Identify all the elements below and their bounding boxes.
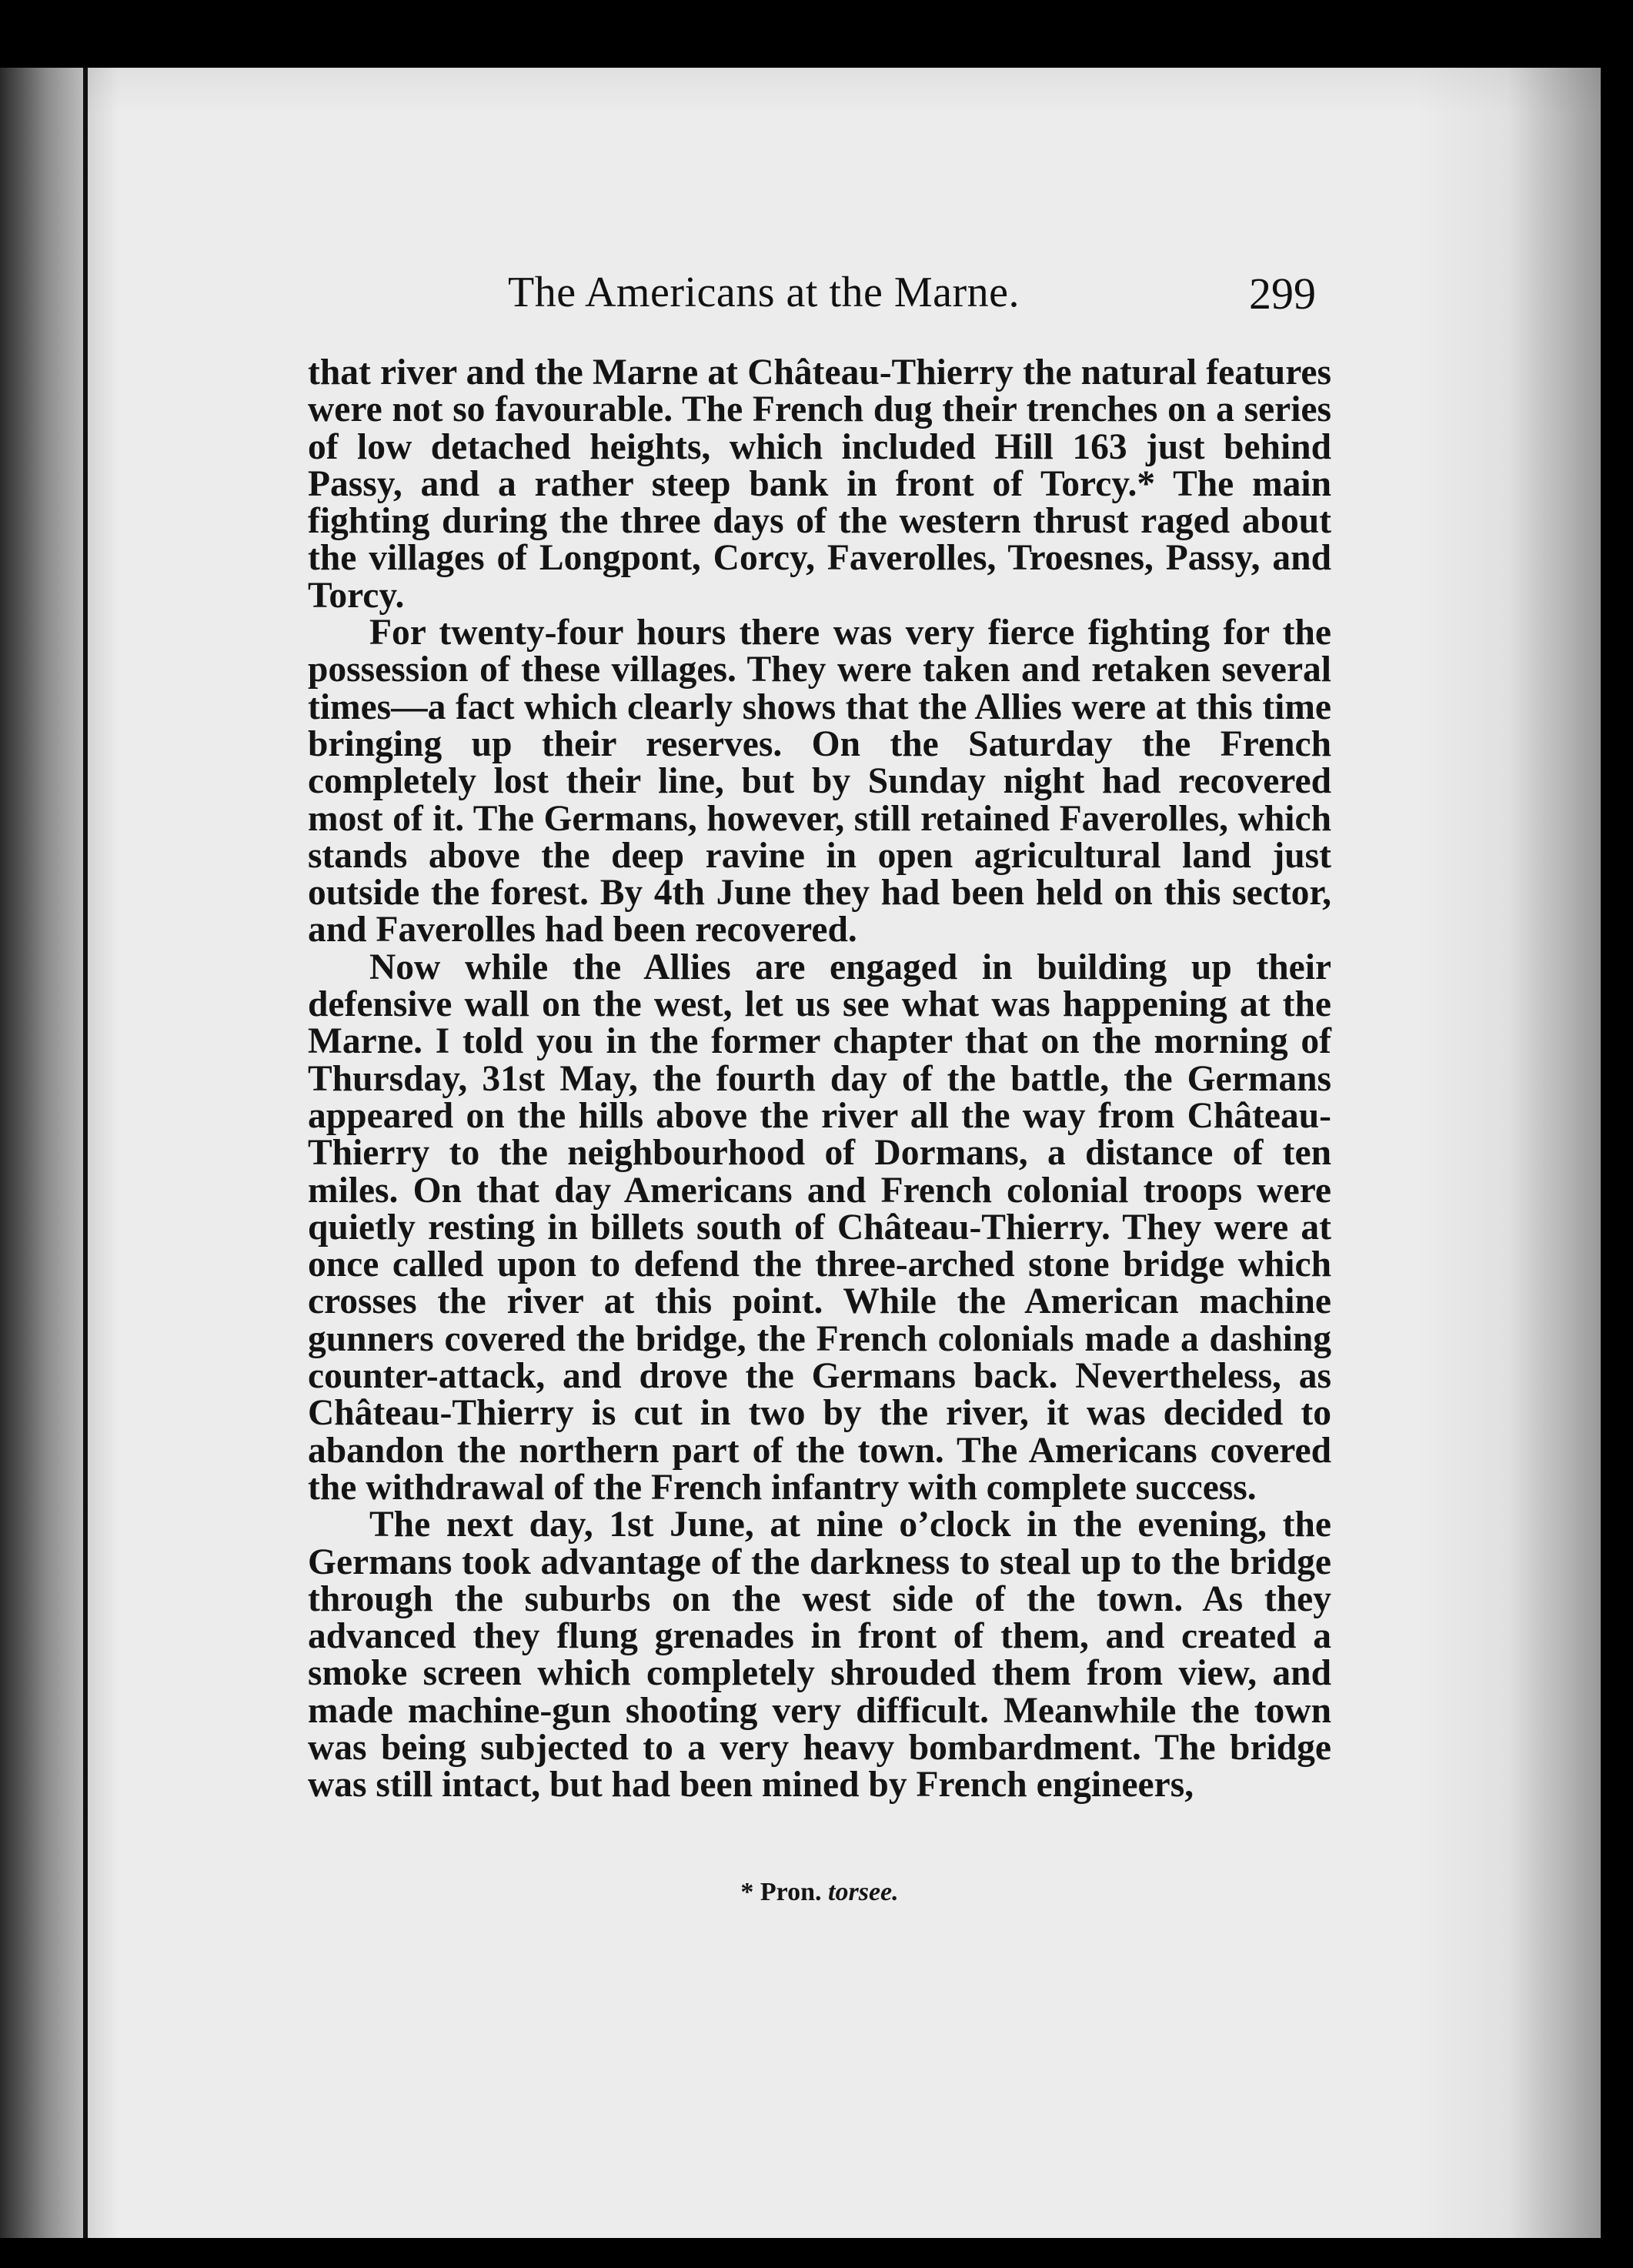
running-head: The Americans at the Marne.: [508, 269, 1020, 316]
paragraph-1: that river and the Marne at Château-Thierry the natural features were not so favourable. The French dug their trenches on a series of low detached heights, which included Hill 163 just behind Passy, and a rather steep bank in front of Torcy.* The main fighting during the three days of the western thrust raged about the villages of Longpont, Corcy, Faverolles, Troesnes, Passy, and Torcy.: [308, 352, 1331, 616]
paragraph-2: For twenty-four hours there was very fierce fighting for the possession of these villages. They were taken and retaken several times—a fact which clearly shows that the Allies were at this time bringing up their reserves. On the Saturday the French completely lost their line, but by Sunday night had recovered most of it. The Germans, however, still retained Faverolles, which stands above the deep ravine in open agricultural land just outside the forest. By 4th June they had been held on this sector, and Faverolles had been recovered.: [308, 613, 1331, 950]
paragraph-3: Now while the Allies are engaged in building up their defensive wall on the west, let us see what was happening at the Marne. I told you in the former chapter that on the morning of Thursday, 31st May, the fourth day of the battle, the Germans appeared on the hills above the river all the way from Château-Thierry to the neighbourhood of Dormans, a distance of ten miles. On that day Americans and French colonial troops were quietly resting in billets south of Château-Thierry. They were at once called upon to defend the three-arched stone bridge which crosses the river at this point. While the American machine gunners covered the bridge, the French colonials made a dashing counter-attack, and drove the Germans back. Nevertheless, as Château-Thierry is cut in two by the river, it was decided to abandon the northern part of the town. The Americans covered the withdrawal of the French infantry with complete success.: [308, 947, 1331, 1508]
page-header: [308, 268, 1331, 337]
footnote-marker: * Pron.: [740, 1878, 822, 1906]
footnote: [308, 1878, 1331, 1907]
facing-page-edge: [0, 68, 83, 2238]
page-number: 299: [1249, 269, 1316, 319]
paragraph-4: The next day, 1st June, at nine o’clock in the evening, the Germans took advantage of the darkness to steal up to the bridge through the suburbs on the west side of the town. As they advanced they flung grenades in front of them, and created a smoke screen which completely shrouded them from view, and made machine-gun shooting very difficult. Meanwhile the town was being subjected to a very heavy bombardment. The bridge was still intact, but had been mined by French engineers,: [308, 1505, 1331, 1805]
footnote-term: torsee.: [828, 1878, 899, 1906]
body-text: [308, 354, 1331, 1804]
